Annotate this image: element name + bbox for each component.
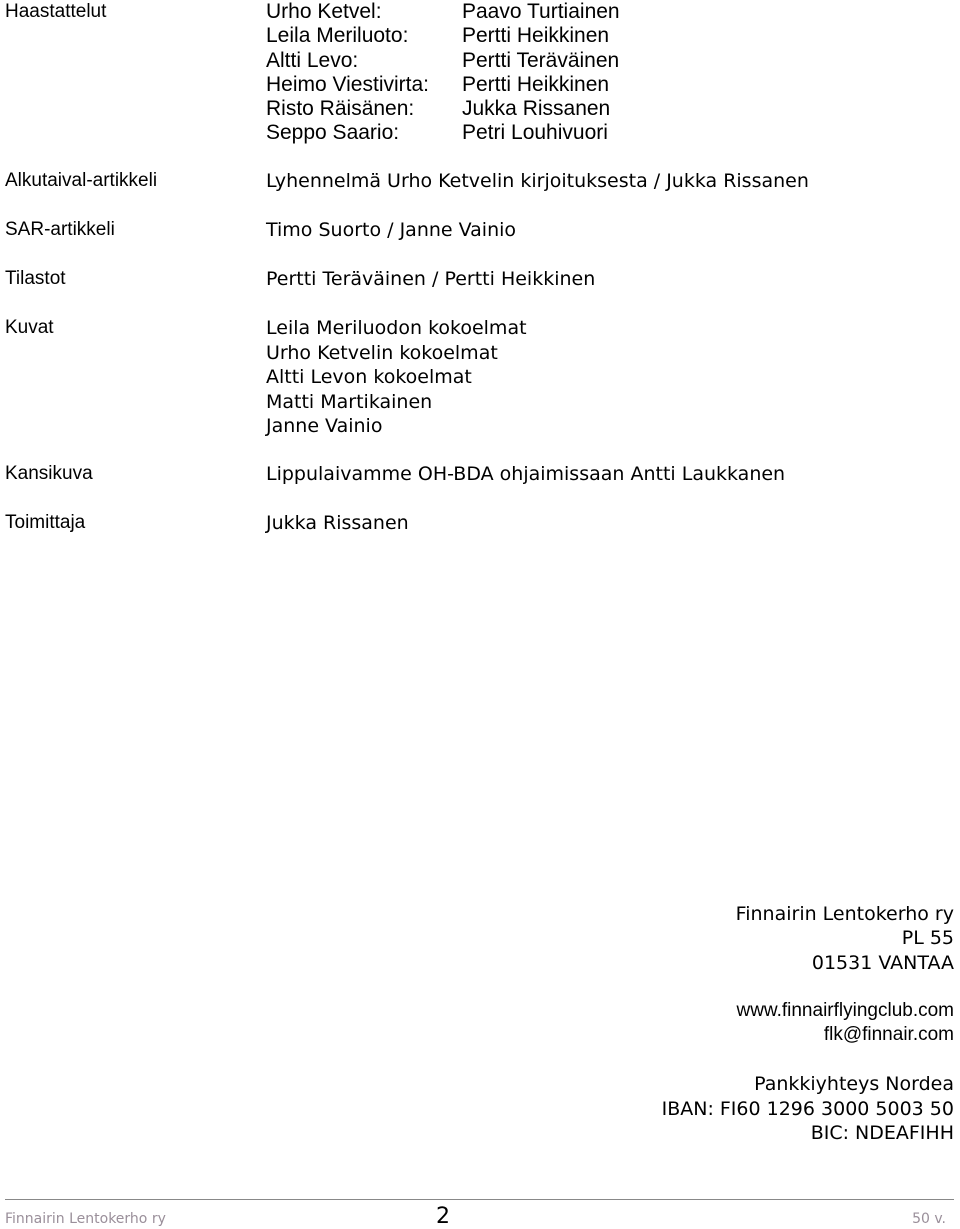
- credit-kuvat-list: [266, 316, 527, 439]
- footer-anniversary: 50 v.: [912, 1211, 946, 1227]
- credit-kuvat-item: Janne Vainio: [266, 415, 383, 437]
- interview-subject: Urho Ketvel:: [266, 0, 382, 23]
- section-label-haastattelut: Haastattelut: [5, 1, 107, 22]
- credit-alkutaival: Lyhennelmä Urho Ketvelin kirjoituksesta / Jukka Rissanen: [266, 170, 809, 192]
- contact-org: Finnairin Lentokerho ry: [735, 903, 954, 925]
- footer-page-number: 2: [436, 1204, 450, 1229]
- interview-subject: Risto Räisänen:: [266, 97, 415, 121]
- footer-divider: [5, 1199, 954, 1200]
- interview-subject: Heimo Viestivirta:: [266, 72, 429, 96]
- section-label-sar: SAR-artikkeli: [5, 219, 115, 240]
- interview-interviewer: Jukka Rissanen: [462, 97, 611, 121]
- section-label-kuvat: Kuvat: [5, 317, 54, 338]
- contact-iban: IBAN: FI60 1296 3000 5003 50: [661, 1098, 954, 1120]
- section-label-alkutaival: Alkutaival-artikkeli: [5, 170, 158, 191]
- section-label-tilastot: Tilastot: [5, 268, 66, 289]
- interview-interviewer: Paavo Turtiainen: [462, 0, 620, 23]
- credit-kuvat-item: Matti Martikainen: [266, 390, 433, 413]
- section-label-toimittaja: Toimittaja: [5, 512, 86, 533]
- credit-kuvat-item: Leila Meriluodon kokoelmat: [266, 317, 527, 339]
- credit-sar: Timo Suorto / Janne Vainio: [266, 219, 517, 241]
- credit-kansikuva: Lippulaivamme OH-BDA ohjaimissaan Antti Laukkanen: [266, 463, 786, 485]
- credit-kuvat-item: Altti Levon kokoelmat: [266, 366, 472, 388]
- interview-interviewer: Petri Louhivuori: [462, 121, 608, 145]
- interview-interviewer: Pertti Heikkinen: [462, 72, 610, 96]
- contact-postal: 01531 VANTAA: [811, 952, 954, 974]
- contact-web-link[interactable]: www.finnairflyingclub.com: [736, 1000, 954, 1021]
- interview-subject: Seppo Saario:: [266, 121, 400, 145]
- contact-email-link[interactable]: flk@finnair.com: [823, 1024, 954, 1045]
- credit-toimittaja: Jukka Rissanen: [266, 512, 409, 534]
- interview-interviewer: Pertti Teräväinen: [462, 48, 620, 72]
- interview-interviewer: Pertti Heikkinen: [462, 24, 610, 48]
- footer-org: Finnairin Lentokerho ry: [5, 1211, 166, 1227]
- interview-subject: Altti Levo:: [266, 48, 359, 72]
- contact-bic: BIC: NDEAFIHH: [810, 1122, 954, 1144]
- interview-subject: Leila Meriluoto:: [266, 24, 409, 48]
- contact-bank-title: Pankkiyhteys Nordea: [754, 1073, 954, 1095]
- section-label-kansikuva: Kansikuva: [5, 463, 93, 484]
- contact-po-box: PL 55: [901, 927, 954, 949]
- credit-tilastot: Pertti Teräväinen / Pertti Heikkinen: [266, 268, 596, 290]
- credit-kuvat-item: Urho Ketvelin kokoelmat: [266, 341, 498, 364]
